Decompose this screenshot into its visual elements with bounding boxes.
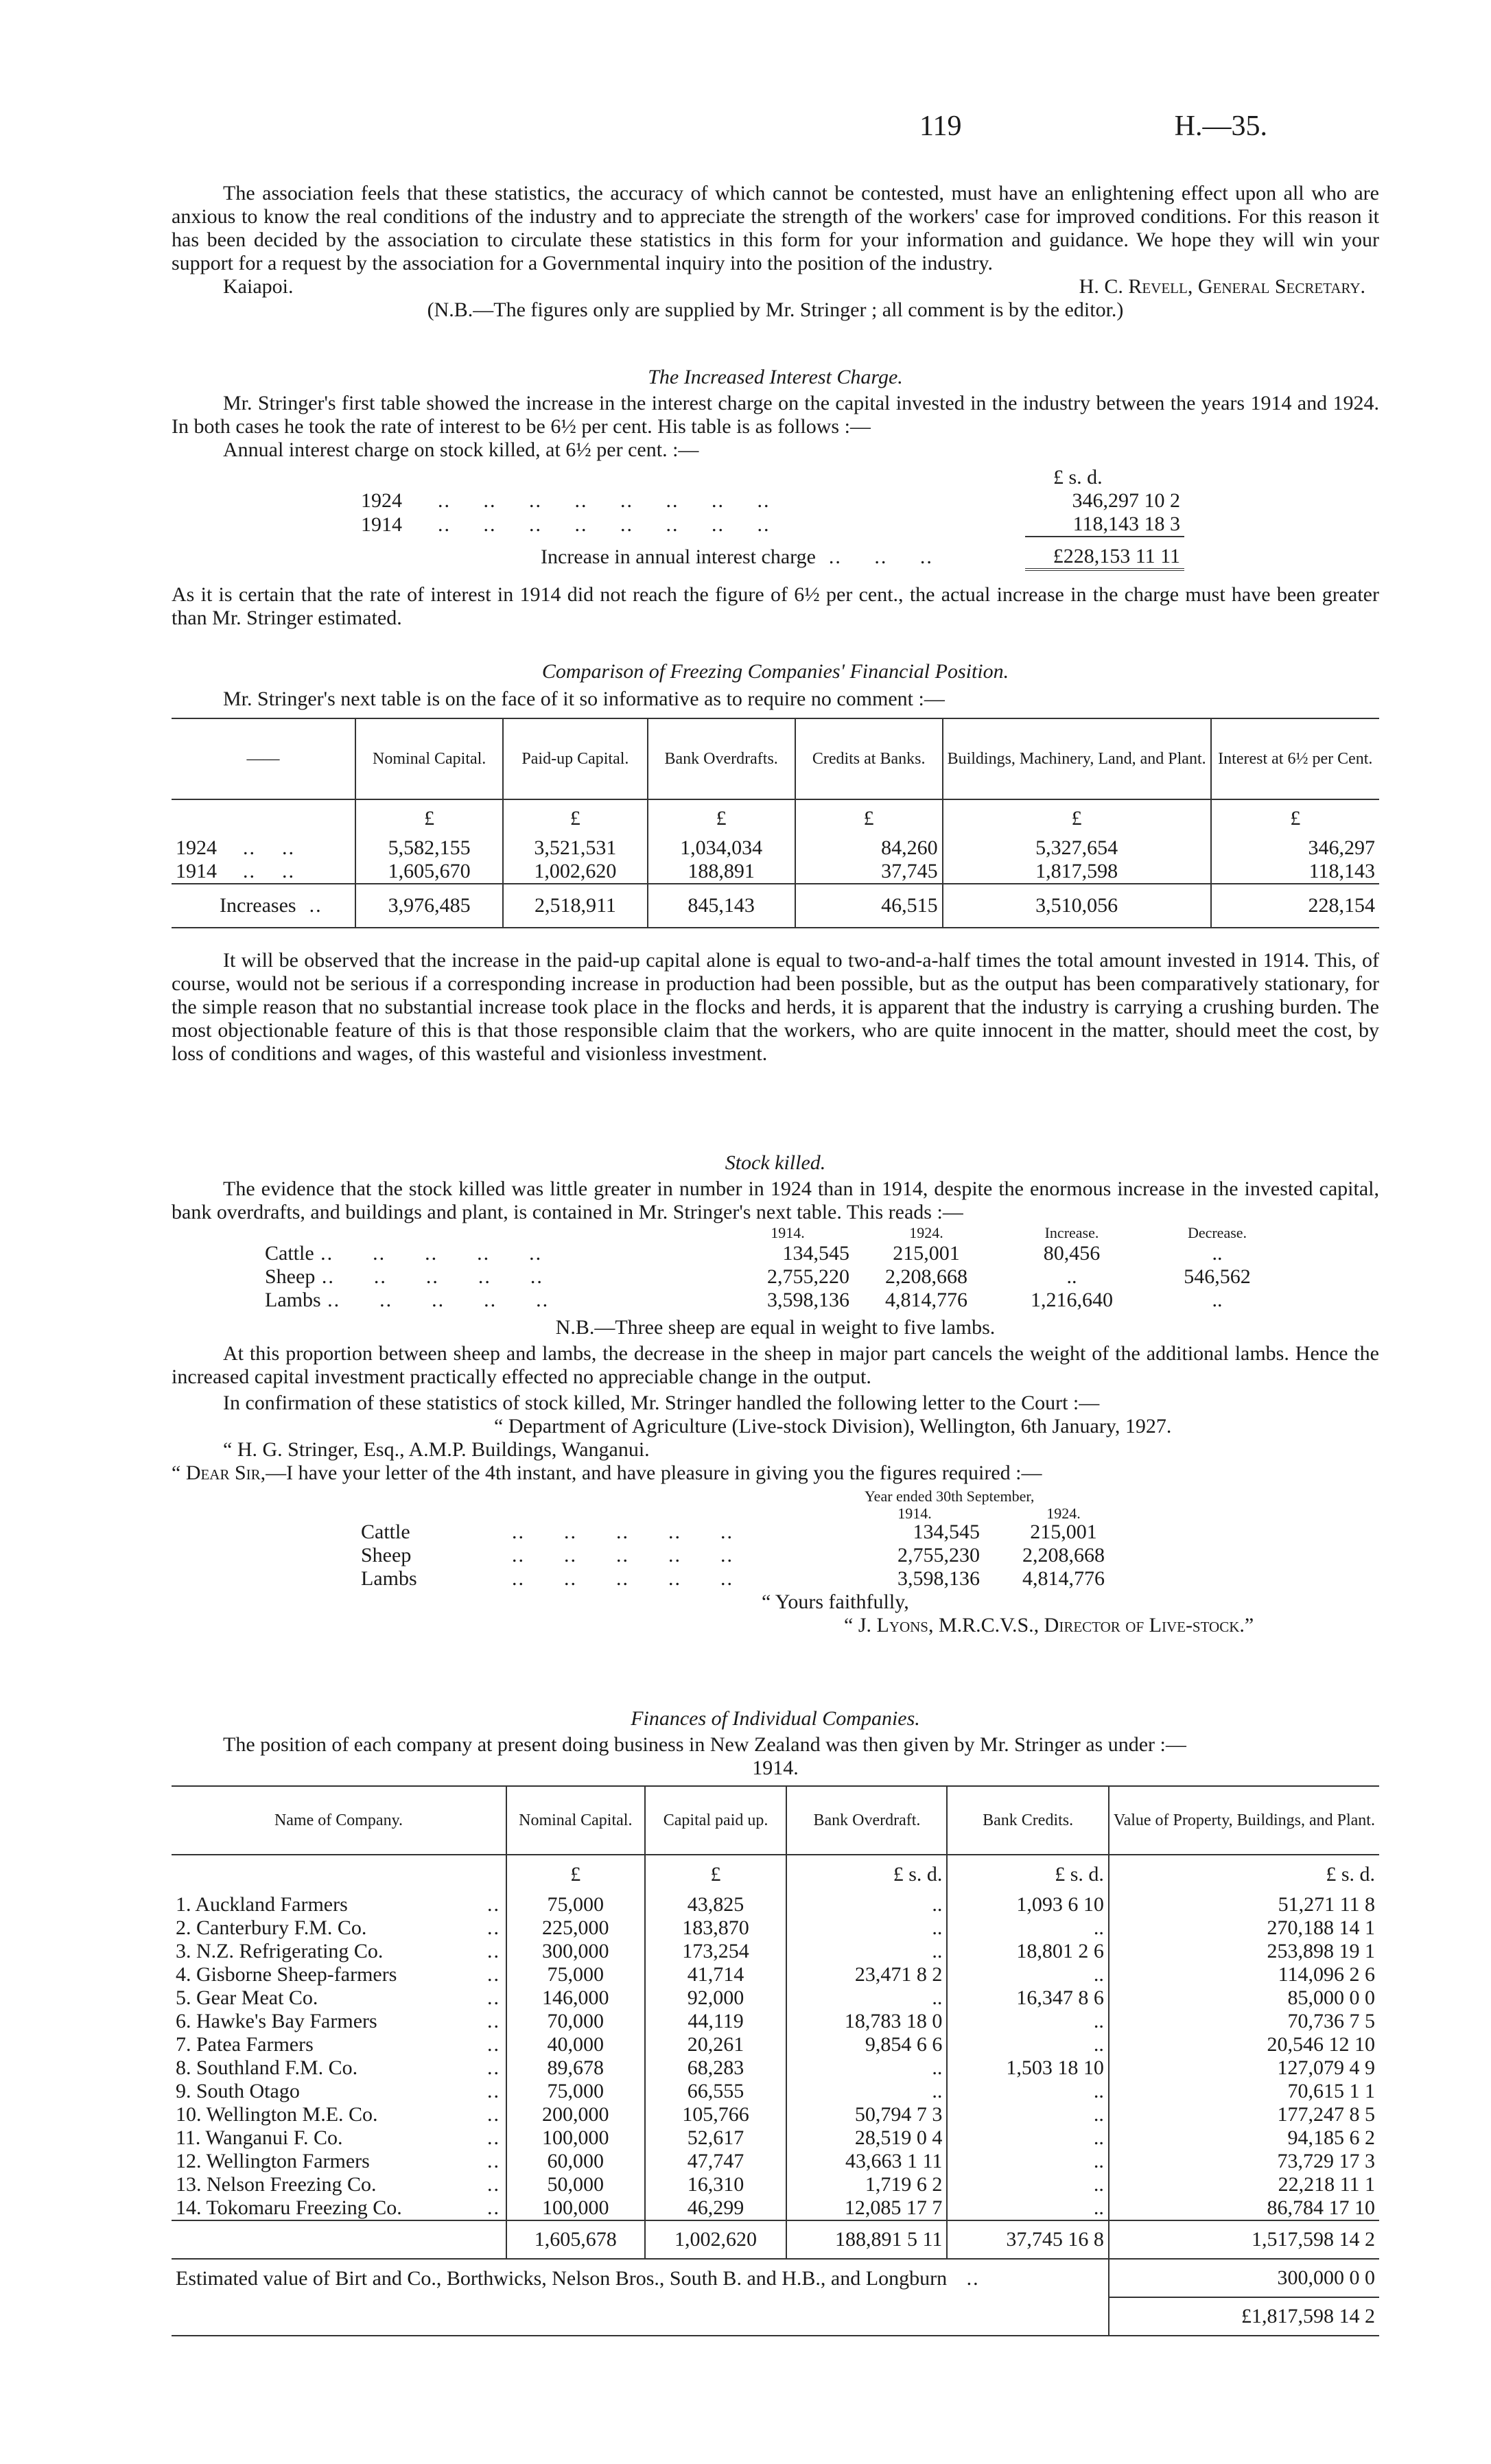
table-cell: 1,719 6 2: [786, 2173, 947, 2196]
stock-table: 1914. 1924. Increase. Decrease. Cattle .. .. .. .. .. 134,545 215,001 80,456 .. Sheep .. .. .. .. .. 2,755,220 2,208,668 .. 546,562 Lambs .. .. .. .. .. 3,598,136 4,814,776 1,216,640 ..: [261, 1224, 1290, 1312]
table-cell: 12,085 17 7: [786, 2196, 947, 2220]
table-cell: 23,471 8 2: [786, 1963, 947, 1986]
table-cell: 51,271 11 8: [1109, 1893, 1379, 1916]
table-cell: 200,000: [506, 2103, 645, 2126]
table-cell: 225,000: [506, 1916, 645, 1940]
table-cell: ..: [947, 1963, 1108, 1986]
table-row: 5. Gear Meat Co. .. 146,000 92,000 .. 16,347 8 6 85,000 0 0: [172, 1986, 1379, 2010]
table-cell: 68,283: [645, 2056, 787, 2080]
interest-section: [172, 366, 1379, 630]
place-name: Kaiapoi.: [223, 275, 294, 298]
table-cell: 94,185 6 2: [1109, 2126, 1379, 2150]
table-cell: ..: [786, 2080, 947, 2103]
table-cell: 300,000: [506, 1940, 645, 1963]
finances-heading: Finances of Individual Companies.: [631, 1707, 920, 1730]
table-cell: 1,503 18 10: [947, 2056, 1108, 2080]
table-cell: ..: [786, 1986, 947, 2010]
company-name: 13. Nelson Freezing Co.: [176, 2173, 377, 2196]
table-row: Sheep .. .. .. .. .. 2,755,230 2,208,668: [361, 1544, 1105, 1567]
comparison-section: [172, 660, 1379, 1066]
table-cell: 270,188 14 1: [1109, 1916, 1379, 1940]
finances-intro: The position of each company at present doing business in New Zealand was then given by Mr. Stringer as under :—: [223, 1733, 1186, 1756]
company-name: 9. South Otago: [176, 2080, 300, 2102]
company-name: 14. Tokomaru Freezing Co.: [176, 2196, 402, 2219]
stock-note: N.B.—Three sheep are equal in weight to five lambs.: [555, 1316, 996, 1339]
table-cell: 47,747: [645, 2150, 787, 2173]
table-row: 4. Gisborne Sheep-farmers .. 75,000 41,714 23,471 8 2 .. 114,096 2 6: [172, 1963, 1379, 1986]
table-cell: 18,801 2 6: [947, 1940, 1108, 1963]
table-cell: ..: [947, 2010, 1108, 2033]
letter-heading: “ Department of Agriculture (Live-stock Division), Wellington, 6th January, 1927.: [494, 1415, 1172, 1438]
table-row: 1924 .. .. .. .. .. .. .. .. 346,297 10 2: [361, 489, 1180, 512]
table-cell: 114,096 2 6: [1109, 1963, 1379, 1986]
table-cell: 85,000 0 0: [1109, 1986, 1379, 2010]
comparison-total-row: Increases .. 3,976,485 2,518,911 845,143 46,515 3,510,056 228,154: [172, 884, 1379, 928]
table-row: 12. Wellington Farmers .. 60,000 47,747 43,663 1 11 .. 73,729 17 3: [172, 2150, 1379, 2173]
table-row: 3. N.Z. Refrigerating Co. .. 300,000 173,254 .. 18,801 2 6 253,898 19 1: [172, 1940, 1379, 1963]
finances-grand-total-row: £1,817,598 14 2: [172, 2297, 1379, 2336]
table-row: Cattle .. .. .. .. .. 134,545 215,001 80,456 ..: [265, 1242, 1223, 1265]
table-cell: 73,729 17 3: [1109, 2150, 1379, 2173]
company-name: 5. Gear Meat Co.: [176, 1986, 318, 2009]
table-cell: 105,766: [645, 2103, 787, 2126]
table-cell: 70,615 1 1: [1109, 2080, 1379, 2103]
table-cell: 18,783 18 0: [786, 2010, 947, 2033]
letter-table: 1914. 1924. Cattle .. .. .. .. .. 134,545 215,001 Sheep .. .. .. .. .. 2,755,230 2,208,668 Lambs .. .. .. .. .. 3,598,136 4,814,776: [357, 1507, 1143, 1591]
interest-total-row: Increase in annual interest charge .. .. .. £228,153 11 11: [357, 545, 1184, 570]
table-cell: ..: [947, 2150, 1108, 2173]
table-cell: 253,898 19 1: [1109, 1940, 1379, 1963]
stock-section: [172, 1151, 1379, 1637]
table-cell: 40,000: [506, 2033, 645, 2056]
finances-total-row: 1,605,678 1,002,620 188,891 5 11 37,745 16 8 1,517,598 14 2: [172, 2220, 1379, 2259]
table-cell: 20,261: [645, 2033, 787, 2056]
letter-body: —I have your letter of the 4th instant, and have pleasure in giving you the figures required :—: [266, 1462, 1042, 1484]
table-cell: 75,000: [506, 2080, 645, 2103]
table-cell: 75,000: [506, 1893, 645, 1916]
table-cell: 70,000: [506, 2010, 645, 2033]
finances-estimate-row: Estimated value of Birt and Co., Borthwicks, Nelson Bros., South B. and H.B., and Longburn .. 300,000 0 0: [172, 2259, 1379, 2297]
comparison-header-row: —— Nominal Capital. Paid-up Capital. Bank Overdrafts. Credits at Banks. Buildings, Machinery, Land, and Plant. Interest at 6½ per Cent.: [172, 718, 1379, 799]
table-cell: 50,794 7 3: [786, 2103, 947, 2126]
table-row: 11. Wanganui F. Co. .. 100,000 52,617 28,519 0 4 .. 94,185 6 2: [172, 2126, 1379, 2150]
comparison-table: —— Nominal Capital. Paid-up Capital. Bank Overdrafts. Credits at Banks. Buildings, Machinery, Land, and Plant. Interest at 6½ per Cent. £ £ £ £ £ £ 1924 .. .. 5,582,155 3,521,531 1,034,034 84,260 5,327,654 346,297 1914 .. .. 1,605,670 1,002,620 188,891 37,745 1,817,598 118,143 Increases .. 3,976,485 2,518,911 845,143 46,515 3,510,056 228,154: [172, 718, 1379, 928]
table-cell: 43,663 1 11: [786, 2150, 947, 2173]
table-cell: 9,854 6 6: [786, 2033, 947, 2056]
table-cell: ..: [786, 1940, 947, 1963]
table-row: 1. Auckland Farmers .. 75,000 43,825 .. 1,093 6 10 51,271 11 8: [172, 1893, 1379, 1916]
intro-paragraph: The association feels that these statistics, the accuracy of which cannot be contested, must have an enlightening effect upon all who are anxious to know the real conditions of the industry and to appreciate the strength of the workers' case for improved conditions. For this reason it has been decided by the association to circulate these statistics in this form for your information and guidance. We hope they will win your support for a request by the association for a Governmental inquiry into the position of the industry.: [172, 182, 1379, 274]
editor-note: (N.B.—The figures only are supplied by Mr. Stringer ; all comment is by the editor.): [427, 298, 1124, 321]
stock-heading: Stock killed.: [725, 1151, 826, 1174]
table-row: Lambs .. .. .. .. .. 3,598,136 4,814,776 1,216,640 ..: [265, 1289, 1223, 1311]
table-cell: ..: [947, 2080, 1108, 2103]
finances-table: [172, 1785, 1379, 2336]
table-cell: 46,299: [645, 2196, 787, 2220]
letter-salutation: “ Dear Sir,: [172, 1462, 266, 1484]
finances-section: [172, 1707, 1379, 2336]
letter-closing: “ Yours faithfully,: [762, 1591, 909, 1613]
company-name: 2. Canterbury F.M. Co.: [176, 1916, 367, 1939]
letter-caption: Year ended 30th September,: [865, 1488, 1035, 1505]
table-row: Sheep .. .. .. .. .. 2,755,220 2,208,668 .. 546,562: [265, 1265, 1251, 1288]
comparison-heading: Comparison of Freezing Companies' Financial Position.: [541, 660, 1009, 683]
table-cell: 92,000: [645, 1986, 787, 2010]
company-name: 12. Wellington Farmers: [176, 2150, 370, 2172]
table-cell: 16,310: [645, 2173, 787, 2196]
company-name: 11. Wanganui F. Co.: [176, 2126, 343, 2149]
table-row: 13. Nelson Freezing Co. .. 50,000 16,310 1,719 6 2 .. 22,218 11 1: [172, 2173, 1379, 2196]
table-row: 14. Tokomaru Freezing Co. .. 100,000 46,299 12,085 17 7 .. 86,784 17 10: [172, 2196, 1379, 2220]
table-row: 1914 .. .. 1,605,670 1,002,620 188,891 37,745 1,817,598 118,143: [172, 860, 1379, 884]
interest-subheading: Annual interest charge on stock killed, at 6½ per cent. :—: [223, 438, 699, 461]
interest-paragraph: Mr. Stringer's first table showed the increase in the interest charge on the capital invested in the industry between the years 1914 and 1924. In both cases he took the rate of interest to be 6½ per cent. His table is as follows :—: [172, 392, 1379, 438]
finances-year: 1914.: [752, 1757, 799, 1779]
table-row: Cattle .. .. .. .. .. 134,545 215,001: [361, 1521, 1097, 1543]
table-cell: 60,000: [506, 2150, 645, 2173]
table-cell: 75,000: [506, 1963, 645, 1986]
table-cell: ..: [947, 2196, 1108, 2220]
table-cell: ..: [786, 1893, 947, 1916]
table-cell: 146,000: [506, 1986, 645, 2010]
table-cell: 41,714: [645, 1963, 787, 1986]
table-cell: 28,519 0 4: [786, 2126, 947, 2150]
comparison-intro: Mr. Stringer's next table is on the face of it so informative as to require no comment :—: [223, 688, 945, 710]
table-row: 1914 .. .. .. .. .. .. .. .. 118,143 18 3: [357, 513, 1184, 537]
table-row: Lambs .. .. .. .. .. 3,598,136 4,814,776: [361, 1567, 1105, 1590]
company-name: 10. Wellington M.E. Co.: [176, 2103, 378, 2126]
table-cell: 66,555: [645, 2080, 787, 2103]
table-cell: ..: [947, 2103, 1108, 2126]
table-cell: ..: [947, 2126, 1108, 2150]
table-cell: 52,617: [645, 2126, 787, 2150]
company-name: 6. Hawke's Bay Farmers: [176, 2010, 377, 2032]
table-row: 8. Southland F.M. Co. .. 89,678 68,283 .. 1,503 18 10 127,079 4 9: [172, 2056, 1379, 2080]
table-cell: 70,736 7 5: [1109, 2010, 1379, 2033]
interest-conclusion: As it is certain that the rate of interest in 1914 did not reach the figure of 6½ per cent., the actual increase in the charge must have been greater than Mr. Stringer estimated.: [172, 583, 1379, 629]
table-cell: 20,546 12 10: [1109, 2033, 1379, 2056]
table-cell: ..: [786, 1916, 947, 1940]
table-cell: 177,247 8 5: [1109, 2103, 1379, 2126]
interest-columns: £ s. d.: [1053, 466, 1103, 489]
stock-paragraph-2: At this proportion between sheep and lambs, the decrease in the sheep in major part cancels the weight of the additional lambs. Hence the increased capital investment practically effected no appreciable change in the output.: [172, 1342, 1379, 1388]
table-cell: ..: [947, 2033, 1108, 2056]
letter-signer: “ J. Lyons, M.R.C.V.S., Director of Live-stock.”: [844, 1614, 1254, 1636]
table-cell: 16,347 8 6: [947, 1986, 1108, 2010]
document-reference: H.—35.: [1174, 110, 1267, 142]
table-row: 2. Canterbury F.M. Co. .. 225,000 183,870 .. .. 270,188 14 1: [172, 1916, 1379, 1940]
table-cell: ..: [786, 2056, 947, 2080]
table-cell: 89,678: [506, 2056, 645, 2080]
table-cell: ..: [947, 2173, 1108, 2196]
letter-addressee: “ H. G. Stringer, Esq., A.M.P. Buildings, Wanganui.: [223, 1438, 650, 1461]
table-row: 7. Patea Farmers .. 40,000 20,261 9,854 6 6 .. 20,546 12 10: [172, 2033, 1379, 2056]
table-row: 1924 .. .. 5,582,155 3,521,531 1,034,034 84,260 5,327,654 346,297: [172, 836, 1379, 860]
finances-header-row: Name of Company. Nominal Capital. Capital paid up. Bank Overdraft. Bank Credits. Value of Property, Buildings, and Plant.: [172, 1786, 1379, 1855]
table-cell: 100,000: [506, 2126, 645, 2150]
table-cell: ..: [947, 1916, 1108, 1940]
table-cell: 1,093 6 10: [947, 1893, 1108, 1916]
stock-paragraph: The evidence that the stock killed was little greater in number in 1924 than in 1914, despite the enormous increase in the invested capital, bank overdrafts, and buildings and plant, is contained in Mr. Stringer's next table. This reads :—: [172, 1177, 1379, 1223]
table-cell: 183,870: [645, 1916, 787, 1940]
comparison-commentary: It will be observed that the increase in the paid-up capital alone is equal to two-and-a-half times the total amount invested in 1914. This, of course, would not be serious if a corresponding increase in production had been possible, but as the output has been comparatively stationary, for the simple reason that no substantial increase took place in the flocks and herds, it is apparent that the industry is carrying a crushing burden. The most objectionable feature of this is that those responsible claim that the workers, who are quite innocent in the matter, should meet the cost, by loss of conditions and wages, of this wasteful and visionless investment.: [172, 949, 1379, 1065]
stock-paragraph-3: In confirmation of these statistics of stock killed, Mr. Stringer handled the following letter to the Court :—: [223, 1392, 1100, 1414]
table-cell: 43,825: [645, 1893, 787, 1916]
table-cell: 44,119: [645, 2010, 787, 2033]
company-name: 4. Gisborne Sheep-farmers: [176, 1963, 397, 1986]
table-cell: 22,218 11 1: [1109, 2173, 1379, 2196]
finances-units-row: £ £ £ s. d. £ s. d. £ s. d.: [172, 1855, 1379, 1893]
table-cell: 127,079 4 9: [1109, 2056, 1379, 2080]
table-cell: 100,000: [506, 2196, 645, 2220]
signature: H. C. Revell, General Secretary.: [1079, 275, 1365, 298]
table-cell: 50,000: [506, 2173, 645, 2196]
table-row: 6. Hawke's Bay Farmers .. 70,000 44,119 18,783 18 0 .. 70,736 7 5: [172, 2010, 1379, 2033]
company-name: 3. N.Z. Refrigerating Co.: [176, 1940, 384, 1962]
table-row: 10. Wellington M.E. Co. .. 200,000 105,766 50,794 7 3 .. 177,247 8 5: [172, 2103, 1379, 2126]
company-name: 1. Auckland Farmers: [176, 1893, 348, 1916]
page-number: 119: [919, 110, 962, 142]
table-cell: 86,784 17 10: [1109, 2196, 1379, 2220]
company-name: 8. Southland F.M. Co.: [176, 2056, 358, 2079]
table-row: 9. South Otago .. 75,000 66,555 .. .. 70,615 1 1: [172, 2080, 1379, 2103]
company-name: 7. Patea Farmers: [176, 2033, 314, 2056]
table-cell: 173,254: [645, 1940, 787, 1963]
interest-heading: The Increased Interest Charge.: [648, 366, 903, 388]
intro-section: [172, 182, 1379, 322]
interest-table: [357, 489, 1184, 571]
